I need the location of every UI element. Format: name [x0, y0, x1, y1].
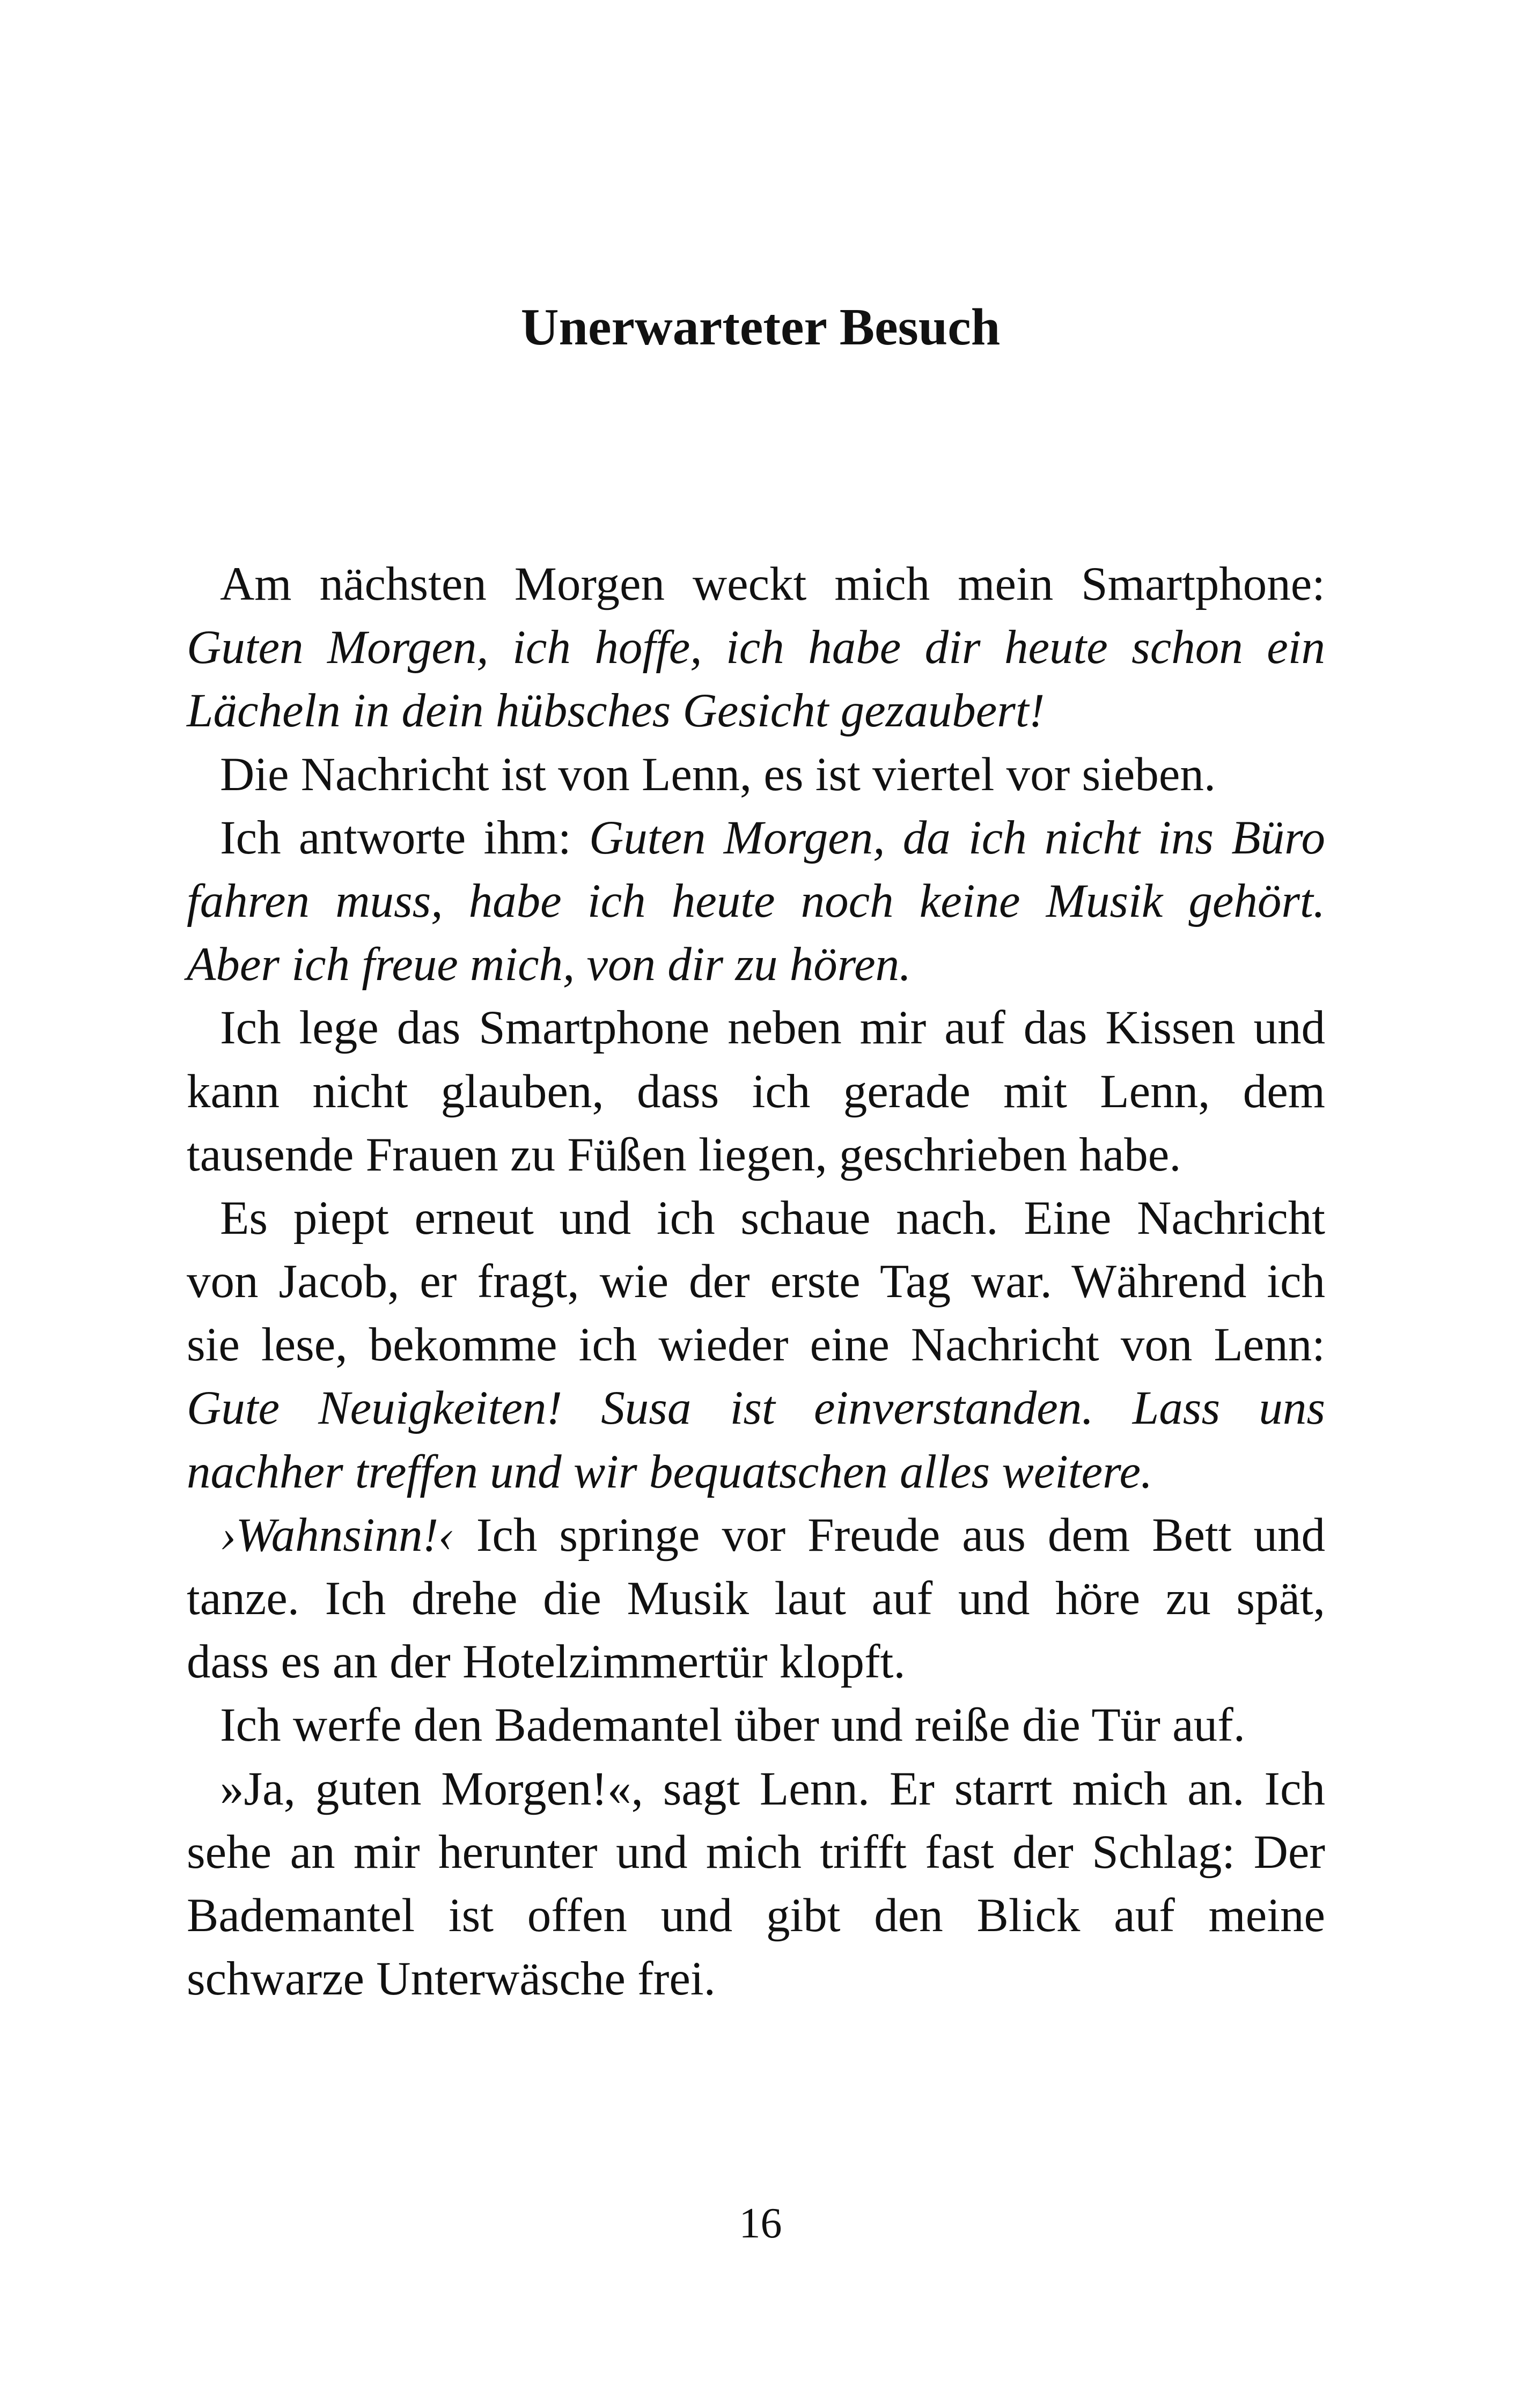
- text-line: [187, 1187, 1325, 1250]
- chapter-body: [187, 553, 1325, 2011]
- text-run: tausende Frauen zu Füßen liegen, geschrieben habe.: [187, 1128, 1181, 1181]
- text-line: [187, 1630, 1325, 1693]
- italic-text: nachher treffen und wir bequatschen alles weitere.: [187, 1445, 1153, 1498]
- text-run: Ich werfe den Bademantel über und reiße die Tür auf.: [220, 1699, 1246, 1752]
- text-line: [187, 1821, 1325, 1884]
- paragraph: [187, 1504, 1325, 1694]
- text-run: tanze. Ich drehe die Musik laut auf und höre zu spät,: [187, 1572, 1325, 1625]
- text-line: [187, 1376, 1325, 1440]
- italic-text: Gute Neuigkeiten! Susa ist einverstanden. Lass uns: [187, 1382, 1325, 1435]
- text-run: Bademantel ist offen und gibt den Blick auf meine: [187, 1889, 1325, 1942]
- italic-text: Guten Morgen, ich hoffe, ich habe dir heute schon ein: [187, 621, 1325, 674]
- text-line: [187, 1567, 1325, 1630]
- text-line: [187, 996, 1325, 1059]
- text-run: Die Nachricht ist von Lenn, es ist viertel vor sieben.: [220, 748, 1216, 801]
- paragraph: [187, 1187, 1325, 1504]
- text-run: Ich antworte ihm:: [220, 811, 589, 864]
- text-line: [187, 1060, 1325, 1123]
- text-line: [187, 1693, 1325, 1757]
- chapter-title: Unerwarteter Besuch: [520, 298, 1001, 356]
- italic-text: Lächeln in dein hübsches Gesicht gezaubert!: [187, 684, 1045, 738]
- paragraph: [187, 1757, 1325, 2011]
- paragraph: [187, 1693, 1325, 1757]
- text-run: Ich springe vor Freude aus dem Bett und: [454, 1508, 1325, 1562]
- text-line: [187, 1757, 1325, 1821]
- text-line: [187, 616, 1325, 679]
- text-run: Es piept erneut und ich schaue nach. Eine Nachricht: [220, 1191, 1325, 1244]
- text-line: [187, 743, 1325, 806]
- text-line: [187, 1884, 1325, 1947]
- text-line: [187, 679, 1325, 742]
- text-run: dass es an der Hotelzimmertür klopft.: [187, 1636, 906, 1689]
- text-run: sehe an mir herunter und mich trifft fast der Schlag: Der: [187, 1825, 1325, 1879]
- italic-text: fahren muss, habe ich heute noch keine Musik gehört.: [187, 874, 1325, 927]
- text-run: schwarze Unterwäsche frei.: [187, 1953, 716, 2006]
- italic-text: ›Wahnsinn!‹: [220, 1508, 454, 1562]
- text-run: Ich lege das Smartphone neben mir auf das Kissen und: [220, 1002, 1325, 1055]
- text-line: [187, 553, 1325, 616]
- text-line: [187, 1947, 1325, 2011]
- text-line: [187, 870, 1325, 933]
- italic-text: Aber ich freue mich, von dir zu hören.: [187, 938, 912, 991]
- text-line: [187, 1313, 1325, 1376]
- text-line: [187, 806, 1325, 870]
- text-line: [187, 1250, 1325, 1313]
- text-run: »Ja, guten Morgen!«, sagt Lenn. Er starrt mich an. Ich: [220, 1762, 1325, 1815]
- italic-text: Guten Morgen, da ich nicht ins Büro: [589, 811, 1325, 864]
- paragraph: [187, 996, 1325, 1187]
- paragraph: [187, 553, 1325, 743]
- text-line: [187, 1123, 1325, 1187]
- text-line: [187, 933, 1325, 996]
- page-number: 16: [739, 2200, 782, 2247]
- text-line: [187, 1504, 1325, 1567]
- text-run: Am nächsten Morgen weckt mich mein Smartphone:: [220, 558, 1325, 610]
- text-run: sie lese, bekomme ich wieder eine Nachricht von Lenn:: [187, 1319, 1325, 1372]
- text-line: [187, 1440, 1325, 1504]
- text-run: von Jacob, er fragt, wie der erste Tag war. Während ich: [187, 1255, 1325, 1308]
- text-run: kann nicht glauben, dass ich gerade mit Lenn, dem: [187, 1065, 1325, 1118]
- paragraph: [187, 743, 1325, 806]
- paragraph: [187, 806, 1325, 997]
